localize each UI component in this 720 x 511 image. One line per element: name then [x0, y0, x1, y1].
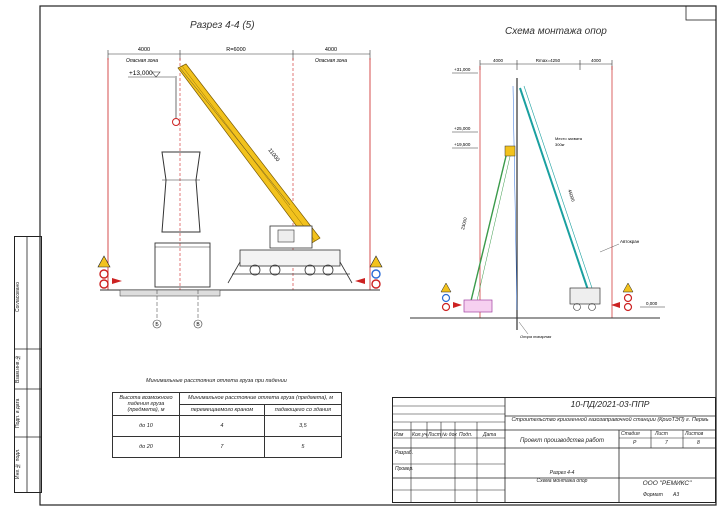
table-row: до 10 4 3,5 — [113, 416, 342, 437]
table-sub-building: падающего со здания — [264, 404, 341, 416]
left-structure — [155, 243, 210, 287]
right-boom-length: 45000 — [567, 188, 576, 203]
side-stamp-inv: Инв.№ подл. — [15, 448, 21, 480]
left-crane-chassis — [240, 250, 340, 266]
right-elev-mid2: +19,500 — [454, 142, 471, 147]
side-stamp-agreed: Согласовано — [15, 281, 21, 313]
sheet-number-box — [686, 6, 716, 20]
stage-label: Стадия — [621, 431, 640, 437]
side-stamp-sign: Подп. и дата — [15, 398, 21, 428]
stage-value: Р — [633, 440, 637, 446]
right-weight-label: 300кг — [555, 142, 565, 147]
left-elevation: +13,000 — [129, 70, 153, 77]
side-stamp-replace: Взам.инв.№ — [15, 354, 21, 384]
object-name: Строительство криогенной газозаправочной станции (КриоТЭП) г. Пермь — [511, 417, 709, 423]
right-view — [410, 58, 665, 339]
table-row: до 20 7 5 — [113, 437, 342, 458]
left-zone-label-left: Опасная зона — [125, 58, 159, 64]
sheet-title-1: Разрез 4-4 — [549, 470, 575, 476]
warning-signs-left — [98, 256, 122, 288]
sheets-value: 8 — [697, 440, 700, 446]
table-header-distance: Минимальное расстояние отлета груза (предмета), м — [180, 393, 342, 405]
left-view — [98, 47, 382, 328]
right-support-label: Опора пожарная — [520, 334, 552, 339]
left-axis-b: В — [196, 322, 200, 328]
right-warning-signs-right — [611, 283, 633, 311]
format-label: Формат — [643, 492, 663, 498]
right-elev-ground: 0,000 — [646, 301, 658, 306]
col-kol: Кол.уч — [412, 432, 427, 438]
left-zone-label-right: Опасная зона — [314, 58, 348, 64]
left-dim-right: 4000 — [324, 47, 338, 53]
sheets-label: Листов — [685, 431, 704, 437]
col-sign: Подп. — [459, 432, 473, 438]
title-block — [392, 397, 716, 503]
side-stamp — [14, 236, 42, 493]
sheet-value: 7 — [665, 440, 668, 446]
table-caption: Минимальные расстояния отлета груза при падении — [146, 378, 287, 384]
razrab-label: Разраб. — [395, 450, 414, 456]
prover-label: Провер. — [395, 466, 414, 472]
sheet-title-2: Схема монтажа опор — [536, 478, 588, 484]
sheet-label: Лист — [655, 431, 668, 437]
format-value: А3 — [673, 492, 680, 498]
table-header-height: Высота возможного падения груза (предмета), м — [113, 393, 180, 416]
right-hook-label: Место захвата — [555, 136, 583, 141]
right-aerial-lift — [470, 152, 507, 305]
company-name: ООО "РЕМИКС" — [642, 480, 692, 487]
right-elev-top: +31,000 — [454, 67, 471, 72]
col-doc: № док — [442, 432, 457, 438]
left-axis-a: Б — [155, 322, 159, 328]
doc-code: 10-ПД/2021-03-ППР — [570, 399, 650, 409]
right-crane-label: Автокран — [620, 239, 640, 244]
warning-signs-right — [355, 256, 382, 288]
right-dim-right: 4000 — [590, 58, 602, 63]
right-view-title: Схема монтажа опор — [505, 26, 607, 37]
right-crane-boom — [520, 88, 590, 296]
left-view-title: Разрез 4-4 (5) — [190, 20, 255, 31]
right-mast-length: 23000 — [460, 216, 468, 231]
col-izm: Изм — [394, 432, 404, 438]
table-sub-crane: перемещаемого краном — [180, 404, 265, 416]
right-dim-left: 4000 — [492, 58, 504, 63]
right-warning-signs-left — [441, 283, 462, 311]
left-boom-length: 11000 — [266, 147, 281, 163]
col-date: Дата — [483, 432, 497, 438]
fall-distance-table — [112, 392, 342, 458]
right-dim-mid: Rmax=4250 — [535, 58, 561, 63]
project-name: Проект производства работ — [519, 438, 605, 444]
right-elev-mid1: +25,000 — [454, 126, 471, 131]
col-list: Лист — [428, 432, 441, 438]
left-dim-left: 4000 — [137, 47, 151, 53]
left-dim-radius: R=6000 — [226, 47, 246, 53]
